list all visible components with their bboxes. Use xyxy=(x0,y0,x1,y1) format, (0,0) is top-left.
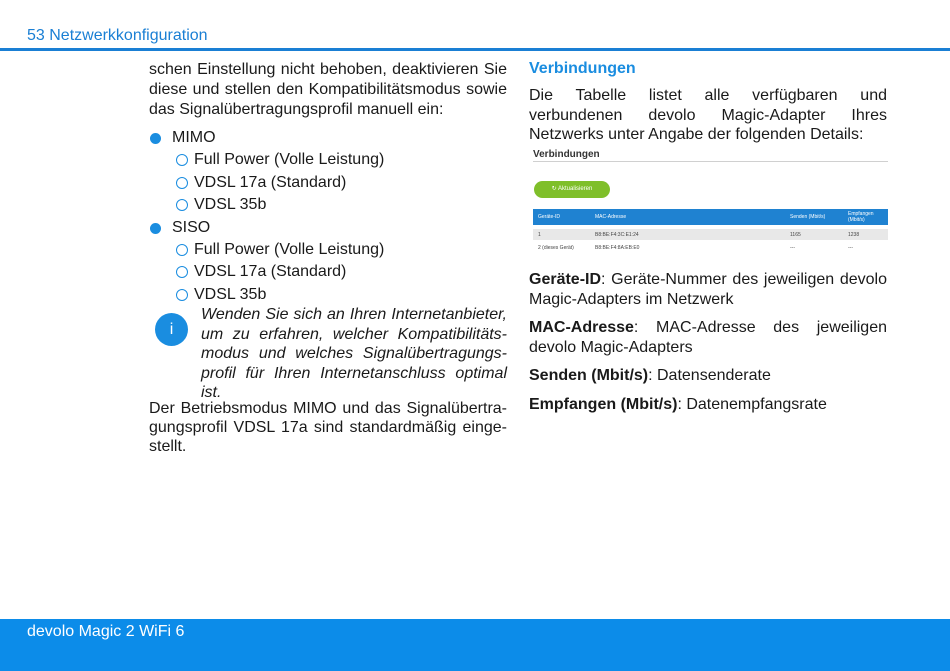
table-cell: 1 xyxy=(538,232,541,238)
section-intro: Die Tabelle listet alle verfügbaren und verbundenen devolo Magic-Adapter Ihres Netzwerks unter Angabe der folgenden Details: xyxy=(529,87,887,143)
circle-bullet-icon xyxy=(176,289,188,301)
refresh-icon: ↻ xyxy=(551,186,557,192)
info-note: Wenden Sie sich an Ihren Internetanbieter, um zu erfahren, welcher Kompatibilitäts-modus und welches Signalübertragungs-profil für Ihren Internetanschluss optimal ist. xyxy=(201,306,507,401)
footer-product-name: devolo Magic 2 WiFi 6 xyxy=(27,623,185,640)
list-item-label: SISO xyxy=(172,218,211,236)
definition-item xyxy=(529,318,887,357)
circle-bullet-icon xyxy=(176,266,188,278)
column-header: Empfangen (Mbit/s) xyxy=(848,211,874,223)
info-icon: i xyxy=(155,313,188,346)
definition-item xyxy=(529,366,887,386)
definition-desc: : MAC-Adresse des jeweiligen devolo Magic-Adapters xyxy=(529,319,887,356)
table-row xyxy=(533,242,888,253)
circle-bullet-icon xyxy=(176,177,188,189)
column-header[interactable]: Geräte-ID xyxy=(538,214,560,220)
column-header: MAC-Adresse xyxy=(595,214,627,220)
sub-list-label: VDSL 35b xyxy=(194,196,267,214)
bullet-icon xyxy=(150,133,161,144)
table-cell: --- xyxy=(848,245,853,251)
sub-list-item xyxy=(149,239,507,261)
screenshot-divider xyxy=(533,161,888,162)
sub-list-label: VDSL 35b xyxy=(194,285,267,303)
section-title: Verbindungen xyxy=(529,60,636,77)
circle-bullet-icon xyxy=(176,154,188,166)
definition-term: Senden (Mbit/s) xyxy=(529,367,649,384)
list-item-siso xyxy=(149,217,507,239)
sub-list-item xyxy=(149,194,507,216)
screenshot-title: Verbindungen xyxy=(533,149,600,160)
table-cell: 2 (dieses Gerät) xyxy=(538,245,574,251)
definition-desc: : Geräte-Nummer des jeweiligen devolo Magic-Adapters im Netzwerk xyxy=(529,271,887,308)
bullet-icon xyxy=(150,223,161,234)
definition-item xyxy=(529,270,887,309)
table-header xyxy=(533,209,888,225)
table-cell: --- xyxy=(790,245,795,251)
sub-list-label: Full Power (Volle Leistung) xyxy=(194,240,385,258)
circle-bullet-icon xyxy=(176,244,188,256)
definition-term: MAC-Adresse xyxy=(529,319,634,336)
intro-paragraph: schen Einstellung nicht behoben, deaktivieren Sie diese und stellen den Kompatibilitätsmodus sowie das Signalübertragungsprofil manuell ein: xyxy=(149,61,507,118)
table-row xyxy=(533,229,888,240)
page-header-title: 53 Netzwerkkonfiguration xyxy=(27,27,208,44)
definition-item xyxy=(529,395,887,415)
list-item-label: MIMO xyxy=(172,129,216,146)
sub-list-label: VDSL 17a (Standard) xyxy=(194,263,347,281)
table-cell: B8:BE:F4:8A:EB:E0 xyxy=(595,245,640,251)
sub-list-item xyxy=(149,261,507,283)
list-item-mimo xyxy=(149,127,507,149)
table-cell: 1238 xyxy=(848,232,860,238)
mode-list xyxy=(149,127,507,306)
default-mode-paragraph: Der Betriebsmodus MIMO und das Signalübertra-gungsprofil VDSL 17a sind standardmäßig einge-stellt. xyxy=(149,400,507,455)
definition-term: Geräte-ID xyxy=(529,271,602,288)
definition-desc: : Datensenderate xyxy=(648,367,771,384)
left-column xyxy=(149,60,507,120)
refresh-button-label: Aktualisieren xyxy=(558,186,593,192)
table-cell: 1165 xyxy=(790,232,801,238)
sub-list-item xyxy=(149,149,507,171)
connections-screenshot xyxy=(533,147,888,257)
circle-bullet-icon xyxy=(176,199,188,211)
sub-list-item xyxy=(149,172,507,194)
definition-desc: : Datenempfangsrate xyxy=(677,396,827,413)
sub-list-label: Full Power (Volle Leistung) xyxy=(194,151,385,169)
sub-list-item xyxy=(149,284,507,306)
header-divider xyxy=(0,48,950,51)
column-header: Senden (Mbit/s) xyxy=(790,214,826,220)
definition-term: Empfangen (Mbit/s) xyxy=(529,396,678,413)
sub-list-label: VDSL 17a (Standard) xyxy=(194,173,347,191)
refresh-button[interactable] xyxy=(534,181,610,198)
table-cell: B8:BE:F4:3C:E1:24 xyxy=(595,232,639,238)
